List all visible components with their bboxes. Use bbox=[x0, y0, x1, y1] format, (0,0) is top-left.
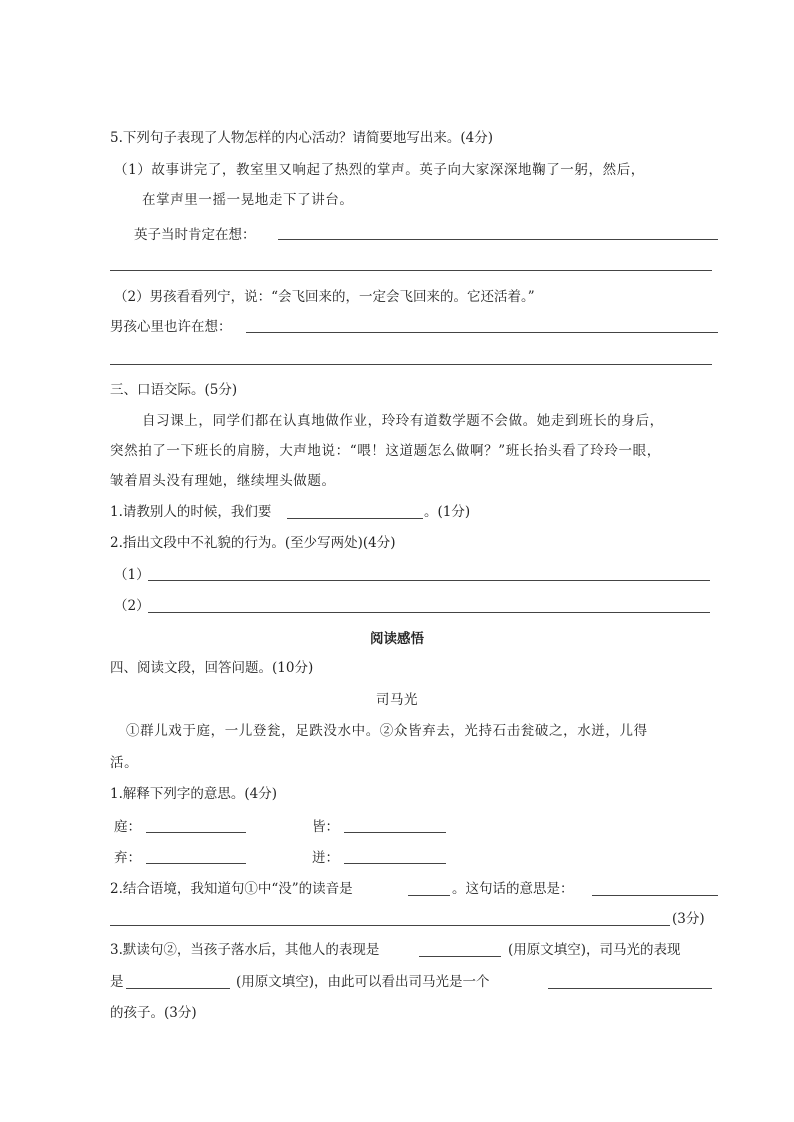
section3-q2-label1: （1） bbox=[114, 567, 150, 583]
q5-item2-answer-line-2[interactable] bbox=[110, 364, 712, 365]
word-ting-blank[interactable] bbox=[146, 832, 246, 833]
section4-q3-part3: 是 bbox=[110, 974, 124, 990]
word-ting-label: 庭： bbox=[114, 819, 141, 835]
section3-passage-line1: 自习课上，同学们都在认真地做作业，玲玲有道数学题不会做。她走到班长的身后， bbox=[142, 413, 664, 429]
section4-q2-meaning-blank-2[interactable] bbox=[110, 925, 670, 926]
q5-item2-prompt: 男孩心里也许在想： bbox=[110, 319, 232, 335]
section4-q2-text: 2.结合语境，我知道句①中“没”的读音是 bbox=[110, 881, 353, 897]
q5-stem: 5.下列句子表现了人物怎样的内心活动？请简要地写出来。(4分) bbox=[110, 130, 494, 146]
word-jie-label: 皆： bbox=[312, 819, 339, 835]
section3-q2-answer2[interactable] bbox=[148, 612, 710, 613]
word-jie-blank[interactable] bbox=[344, 832, 446, 833]
word-qi-label: 弃： bbox=[114, 850, 141, 866]
section4-q3-part2: (用原文填空)，司马光的表现 bbox=[508, 942, 681, 958]
section4-q2-meaning-blank[interactable] bbox=[592, 895, 718, 896]
section4-text-title: 司马光 bbox=[375, 692, 419, 708]
section4-q3-others-blank[interactable] bbox=[419, 956, 501, 957]
q5-item1-answer-line[interactable] bbox=[278, 239, 718, 240]
section4-q2-pronunciation-blank[interactable] bbox=[408, 895, 450, 896]
section3-q2-text: 2.指出文段中不礼貌的行为。(至少写两处)(4分) bbox=[110, 535, 396, 551]
section3-q1-score: 。(1分) bbox=[424, 504, 471, 520]
section3-passage-line3: 皱着眉头没有理她，继续埋头做题。 bbox=[110, 473, 336, 489]
section3-passage-line2: 突然拍了一下班长的肩膀，大声地说：“喂！这道题怎么做啊？”班长抬头看了玲玲一眼， bbox=[110, 443, 661, 459]
section3-q2-answer1[interactable] bbox=[148, 580, 710, 581]
word-qi-blank[interactable] bbox=[146, 863, 246, 864]
section4-title: 四、阅读文段，回答问题。(10分) bbox=[110, 660, 314, 676]
section4-q3-part4: (用原文填空)，由此可以看出司马光是一个 bbox=[236, 974, 490, 990]
section4-q1-text: 1.解释下列字的意思。(4分) bbox=[110, 786, 278, 802]
section3-title: 三、口语交际。(5分) bbox=[110, 382, 238, 398]
section4-q2-middle: 。这句话的意思是： bbox=[452, 881, 574, 897]
q5-item1-prompt: 英子当时肯定在想： bbox=[134, 227, 256, 243]
section3-q1-blank[interactable] bbox=[287, 518, 423, 519]
q5-item1-line1: （1）故事讲完了，教室里又响起了热烈的掌声。英子向大家深深地鞠了一躬，然后， bbox=[114, 162, 645, 178]
q5-item2-answer-line[interactable] bbox=[246, 332, 718, 333]
section3-q2-label2: （2） bbox=[114, 598, 150, 614]
section4-q2-score: (3分) bbox=[672, 911, 705, 927]
q5-item1-line2: 在掌声里一摇一晃地走下了讲台。 bbox=[142, 192, 354, 208]
section3-q1-text: 1.请教别人的时候，我们要 bbox=[110, 504, 272, 520]
section4-q3-simaguang-blank[interactable] bbox=[126, 988, 230, 989]
section4-text-line2: 活。 bbox=[110, 755, 139, 771]
reading-heading: 阅读感悟 bbox=[370, 631, 424, 647]
section4-q3-character-blank[interactable] bbox=[548, 988, 712, 989]
q5-item1-answer-line-2[interactable] bbox=[110, 270, 712, 271]
word-beng-blank[interactable] bbox=[344, 863, 446, 864]
q5-item2-line: （2）男孩看看列宁，说：“会飞回来的，一定会飞回来的。它还活着。” bbox=[114, 289, 535, 305]
section4-text-line1: ①群儿戏于庭，一儿登瓮，足跌没水中。②众皆弃去，光持石击瓮破之，水迸，儿得 bbox=[126, 723, 648, 739]
section4-q3-part1: 3.默读句②，当孩子落水后，其他人的表现是 bbox=[110, 942, 380, 958]
section4-q3-part5: 的孩子。(3分) bbox=[110, 1005, 197, 1021]
word-beng-label: 迸： bbox=[312, 850, 339, 866]
